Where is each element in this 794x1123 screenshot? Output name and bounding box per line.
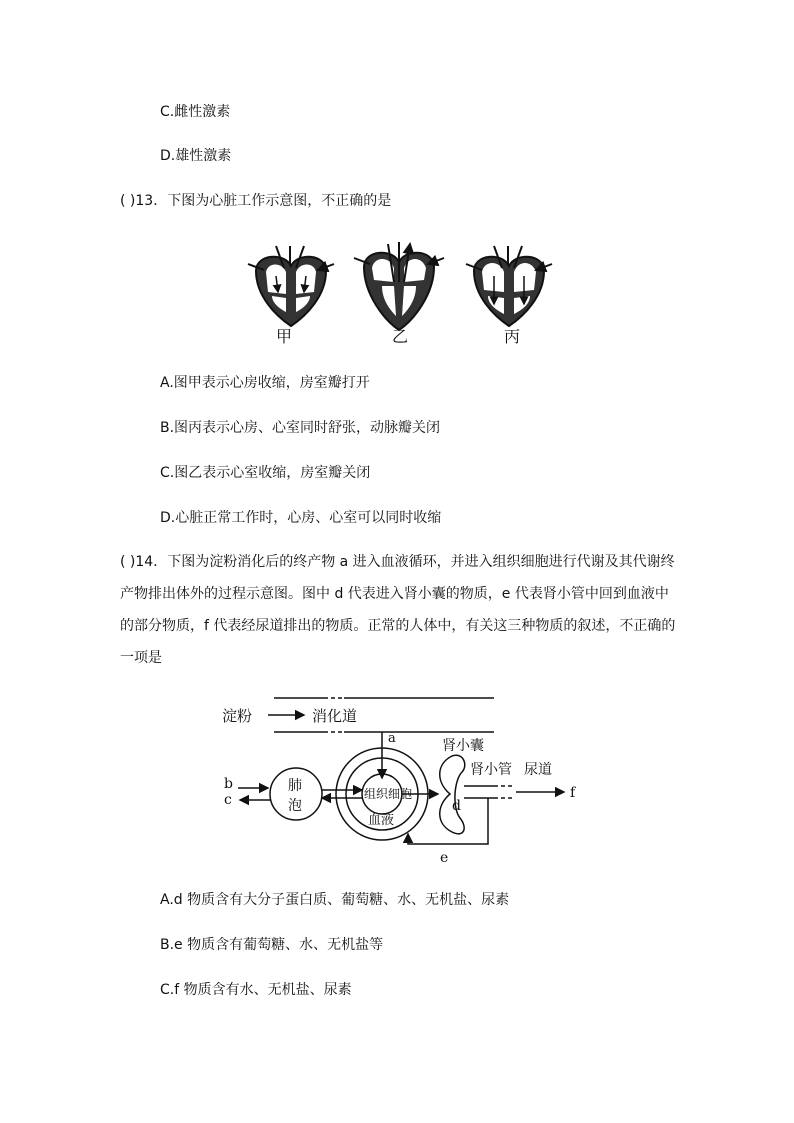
label-bowman-capsule: 肾小囊 bbox=[442, 738, 484, 754]
metabolism-diagram bbox=[214, 690, 594, 866]
label-starch: 淀粉 bbox=[222, 707, 253, 725]
heart-label-jia: 甲 bbox=[276, 327, 293, 346]
label-tissue-cell: 组织细胞 bbox=[364, 787, 413, 801]
q12-option-d: D.雄性激素 bbox=[160, 148, 232, 164]
q12-option-c: C.雌性激素 bbox=[160, 104, 231, 120]
label-c: c bbox=[224, 792, 232, 808]
heart-label-yi: 乙 bbox=[392, 327, 409, 346]
q14-option-a: A.d 物质含有大分子蛋白质、葡萄糖、水、无机盐、尿素 bbox=[160, 892, 510, 908]
heart-jia bbox=[248, 246, 334, 326]
q14-option-c: C.f 物质含有水、无机盐、尿素 bbox=[160, 982, 352, 998]
q13-option-b: B.图丙表示心房、心室同时舒张，动脉瓣关闭 bbox=[160, 420, 441, 436]
label-alveolus-1: 肺 bbox=[288, 778, 302, 794]
heart-yi bbox=[354, 242, 444, 330]
heart-diagram bbox=[236, 236, 556, 348]
q13-option-c: C.图乙表示心室收缩，房室瓣关闭 bbox=[160, 465, 371, 481]
label-f: f bbox=[570, 785, 576, 801]
q13-option-a: A.图甲表示心房收缩，房室瓣打开 bbox=[160, 375, 370, 391]
label-d: d bbox=[452, 798, 461, 814]
heart-bing bbox=[466, 246, 552, 326]
heart-label-bing: 丙 bbox=[504, 327, 521, 346]
label-b: b bbox=[224, 776, 233, 792]
q14-stem: ( )14．下图为淀粉消化后的终产物 a 进入血液循环，并进入组织细胞进行代谢及其代谢终产物排出体外的过程示意图。图中 d 代表进入肾小囊的物质，e 代表肾小管中回到血液中的部分物质，f 代表经尿道排出的物质。正常的人体中，有关这三种物质的叙述，不正确的一项是 bbox=[120, 554, 676, 666]
label-a: a bbox=[388, 731, 396, 746]
q14-option-b: B.e 物质含有葡萄糖、水、无机盐等 bbox=[160, 937, 384, 953]
q13-stem: ( )13．下图为心脏工作示意图，不正确的是 bbox=[120, 193, 392, 209]
label-urethra: 尿道 bbox=[524, 762, 552, 778]
q13-option-d: D.心脏正常工作时，心房、心室可以同时收缩 bbox=[160, 510, 442, 526]
label-alveolus-2: 泡 bbox=[288, 798, 302, 814]
label-digestive-tract: 消化道 bbox=[312, 707, 358, 725]
label-blood: 血液 bbox=[368, 813, 395, 828]
label-e: e bbox=[440, 850, 449, 866]
label-renal-tubule: 肾小管 bbox=[470, 762, 512, 778]
